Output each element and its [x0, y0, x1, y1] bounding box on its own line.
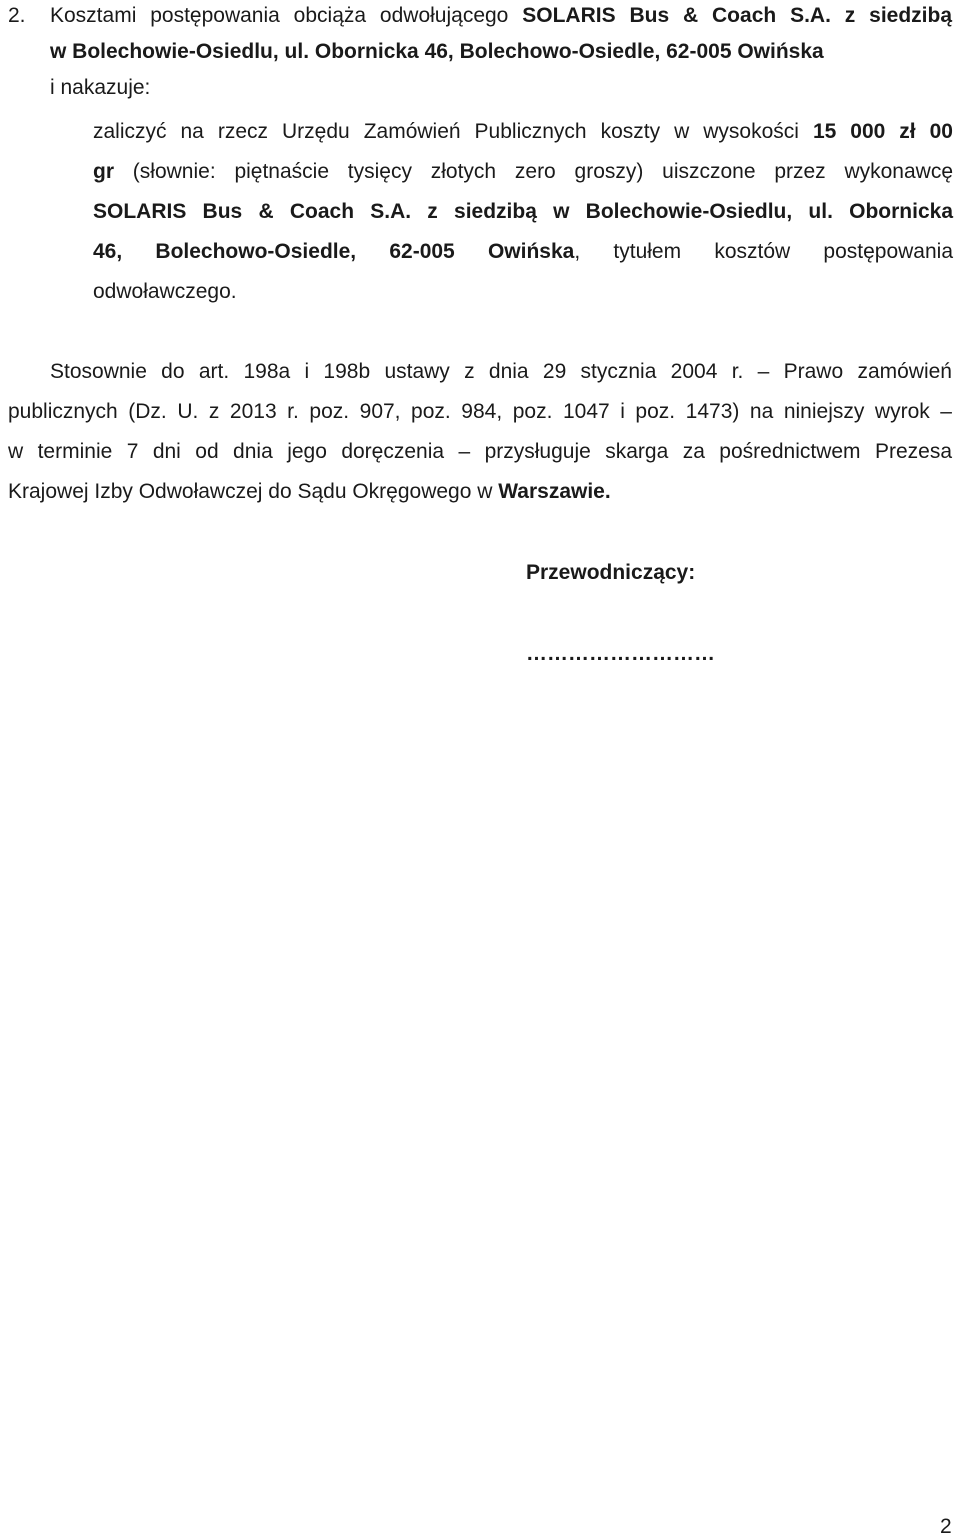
item2-line1-bold: SOLARIS Bus & Coach S.A. z siedzibą — [522, 4, 952, 27]
stosownie-line2: publicznych (Dz. U. z 2013 r. poz. 907, poz. 984, poz. 1047 i poz. 1473) na niniejszy wyrok – — [8, 400, 952, 423]
stosownie-line4-text: Krajowej Izby Odwoławczej do Sądu Okręgowego w — [8, 480, 493, 503]
page-number: 2 — [940, 1515, 952, 1538]
item2-line1-text: Kosztami postępowania obciąża odwołującego — [50, 4, 509, 27]
stosownie-line3: w terminie 7 dni od dnia jego doręczenia – przysługuje skarga za pośrednictwem Prezesa — [8, 440, 952, 463]
zaliczyc-line4 — [93, 241, 953, 262]
zaliczyc-line3: SOLARIS Bus & Coach S.A. z siedzibą w Bolechowie-Osiedlu, ul. Obornicka — [93, 200, 953, 223]
item2-line1 — [50, 5, 952, 26]
stosownie-warszawa: Warszawie. — [498, 480, 611, 503]
zaliczyc-gr: gr — [93, 160, 114, 183]
signature-title: Przewodniczący: — [526, 561, 696, 584]
item-number: 2. — [8, 4, 26, 27]
signature-line: ……………………… — [526, 642, 715, 665]
zaliczyc-line2 — [93, 161, 953, 182]
zaliczyc-line4-bold: 46, Bolechowo-Osiedle, 62-005 Owińska — [93, 240, 575, 263]
zaliczyc-line1-text: zaliczyć na rzecz Urzędu Zamówień Publicznych koszty w wysokości — [93, 120, 799, 143]
zaliczyc-line5: odwoławczego. — [93, 280, 237, 303]
stosownie-line4 — [8, 481, 611, 502]
item2-line2: w Bolechowie-Osiedlu, ul. Obornicka 46, Bolechowo-Osiedle, 62-005 Owińska — [50, 40, 824, 63]
zaliczyc-amount: 15 000 zł 00 — [812, 120, 953, 143]
item2-line3: i nakazuje: — [50, 76, 151, 99]
zaliczyc-line4-text: , tytułem kosztów postępowania — [574, 240, 954, 263]
zaliczyc-line1 — [93, 121, 953, 142]
zaliczyc-line2-text: (słownie: piętnaście tysięcy złotych zero groszy) uiszczone przez wykonawcę — [132, 160, 953, 183]
stosownie-line1: Stosownie do art. 198a i 198b ustawy z dnia 29 stycznia 2004 r. – Prawo zamówień — [50, 360, 952, 383]
